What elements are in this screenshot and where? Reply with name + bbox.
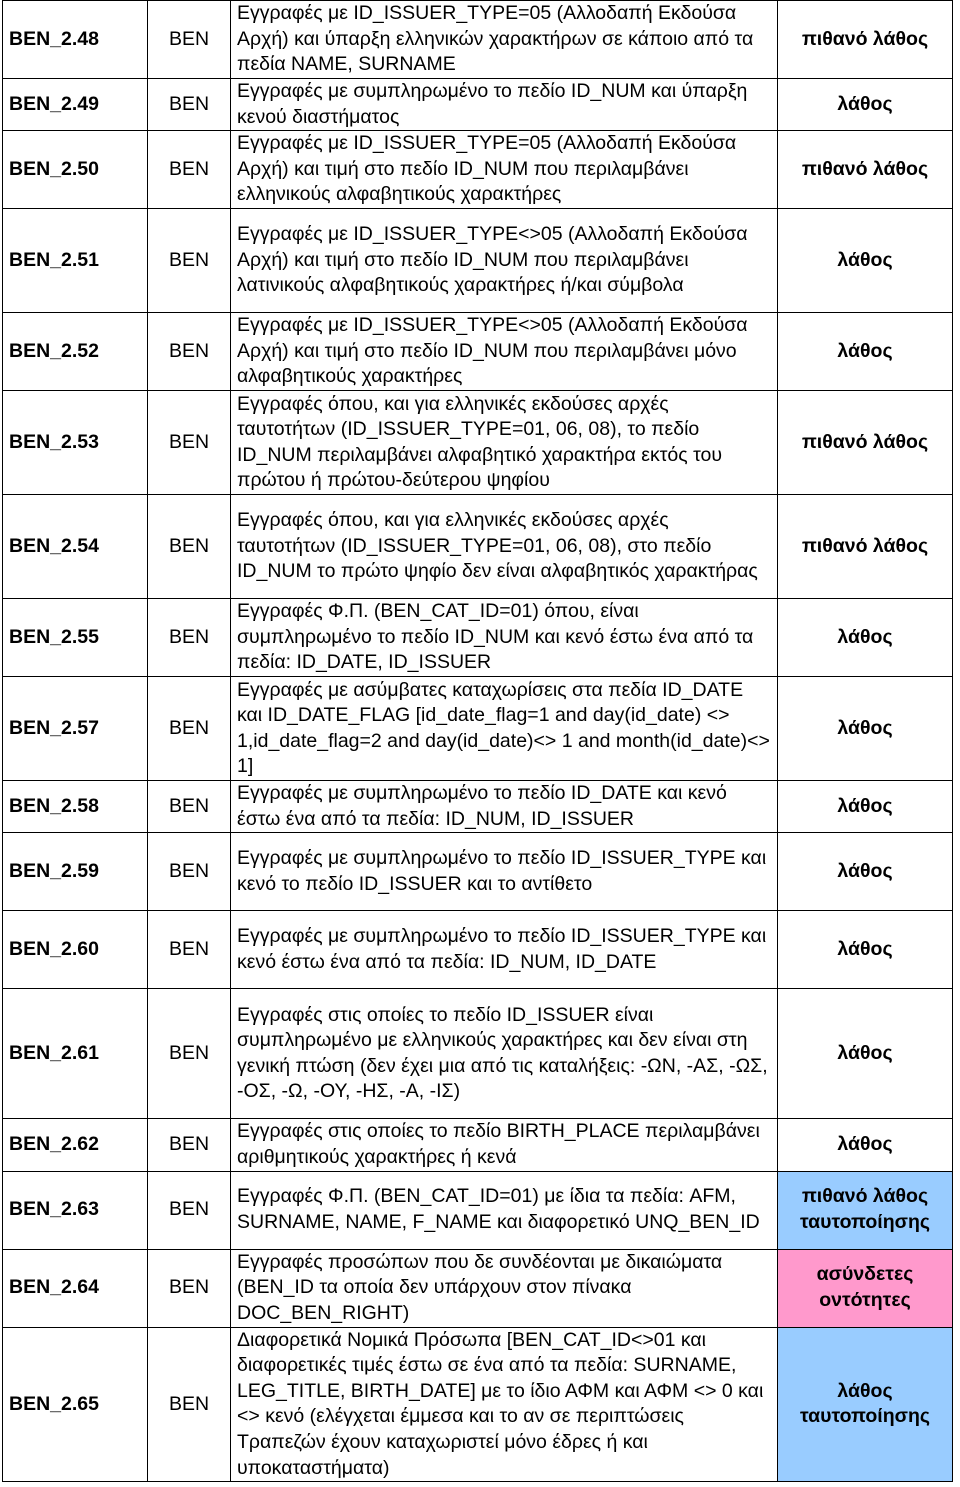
rule-code-cell: BEN_2.61 bbox=[3, 989, 148, 1119]
rule-description-cell: Εγγραφές με ID_ISSUER_TYPE=05 (Αλλοδαπή Εκδούσα Αρχή) και ύπαρξη ελληνικών χαρακτήρων σε κάποιο από τα πεδία NAME, SURNAME bbox=[231, 1, 778, 79]
rule-category-cell: BEN bbox=[148, 1, 231, 79]
rule-severity-cell: πιθανό λάθος bbox=[778, 495, 953, 599]
table-row bbox=[3, 599, 953, 677]
rule-description-cell: Εγγραφές Φ.Π. (BEN_CAT_ID=01) όπου, είναι συμπληρωμένο το πεδίο ID_NUM και κενό έστω ένα από τα πεδία: ID_DATE, ID_ISSUER bbox=[231, 599, 778, 677]
rule-category-cell: BEN bbox=[148, 391, 231, 495]
rule-description-cell: Εγγραφές στις οποίες το πεδίο ID_ISSUER είναι συμπληρωμένο με ελληνικούς χαρακτήρες και δεν είναι στη γενική πτώση (δεν έχει μια από τις καταλήξεις: -ΩΝ, -ΑΣ, -ΩΣ, -ΟΣ, -Ω, -ΟΥ, -ΗΣ, -Α, -ΙΣ) bbox=[231, 989, 778, 1119]
rule-code-cell: BEN_2.48 bbox=[3, 1, 148, 79]
rule-code-cell: BEN_2.52 bbox=[3, 313, 148, 391]
rule-category-cell: BEN bbox=[148, 209, 231, 313]
rule-category-cell: BEN bbox=[148, 1249, 231, 1327]
table-row bbox=[3, 677, 953, 781]
rule-severity-cell: πιθανό λάθος ταυτοποίησης bbox=[778, 1171, 953, 1249]
rule-severity-cell: λάθος bbox=[778, 313, 953, 391]
rule-code-cell: BEN_2.50 bbox=[3, 131, 148, 209]
table-row bbox=[3, 209, 953, 313]
rule-description-cell: Εγγραφές με συμπληρωμένο το πεδίο ID_NUM και ύπαρξη κενού διαστήματος bbox=[231, 79, 778, 131]
rule-severity-cell: λάθος bbox=[778, 1119, 953, 1171]
rule-code-cell: BEN_2.60 bbox=[3, 911, 148, 989]
table-row bbox=[3, 131, 953, 209]
rule-severity-cell: λάθος bbox=[778, 79, 953, 131]
rule-severity-cell: λάθος bbox=[778, 911, 953, 989]
rule-severity-cell: πιθανό λάθος bbox=[778, 131, 953, 209]
rule-description-cell: Εγγραφές στις οποίες το πεδίο BIRTH_PLACE περιλαμβάνει αριθμητικούς χαρακτήρες ή κενά bbox=[231, 1119, 778, 1171]
rule-description-cell: Εγγραφές προσώπων που δε συνδέονται με δικαιώματα (BEN_ID τα οποία δεν υπάρχουν στον πίνακα DOC_BEN_RIGHT) bbox=[231, 1249, 778, 1327]
rule-description-cell: Εγγραφές με συμπληρωμένο το πεδίο ID_ISSUER_TYPE και κενό το πεδίο ID_ISSUER και το αντίθετο bbox=[231, 833, 778, 911]
table-row bbox=[3, 1, 953, 79]
rule-severity-cell: λάθος bbox=[778, 833, 953, 911]
rule-severity-cell: πιθανό λάθος bbox=[778, 1, 953, 79]
table-row bbox=[3, 833, 953, 911]
rule-description-cell: Εγγραφές όπου, και για ελληνικές εκδούσες αρχές ταυτοτήτων (ID_ISSUER_TYPE=01, 06, 08), στο πεδίο ID_NUM το πρώτο ψηφίο δεν είναι αλφαβητικός χαρακτήρας bbox=[231, 495, 778, 599]
rule-category-cell: BEN bbox=[148, 599, 231, 677]
table-row bbox=[3, 1249, 953, 1327]
rule-description-cell: Εγγραφές με ID_ISSUER_TYPE=05 (Αλλοδαπή Εκδούσα Αρχή) και τιμή στο πεδίο ID_NUM που περιλαμβάνει ελληνικούς αλφαβητικούς χαρακτήρες bbox=[231, 131, 778, 209]
rule-code-cell: BEN_2.51 bbox=[3, 209, 148, 313]
table-row bbox=[3, 1171, 953, 1249]
rule-severity-cell: λάθος bbox=[778, 677, 953, 781]
table-row bbox=[3, 313, 953, 391]
rule-category-cell: BEN bbox=[148, 781, 231, 833]
rule-code-cell: BEN_2.58 bbox=[3, 781, 148, 833]
table-row bbox=[3, 911, 953, 989]
rule-code-cell: BEN_2.57 bbox=[3, 677, 148, 781]
rule-description-cell: Εγγραφές Φ.Π. (BEN_CAT_ID=01) με ίδια τα πεδία: AFM, SURNAME, NAME, F_NAME και διαφορετικό UNQ_BEN_ID bbox=[231, 1171, 778, 1249]
rule-severity-cell: λάθος bbox=[778, 989, 953, 1119]
rule-category-cell: BEN bbox=[148, 911, 231, 989]
rule-code-cell: BEN_2.64 bbox=[3, 1249, 148, 1327]
rule-category-cell: BEN bbox=[148, 833, 231, 911]
rule-code-cell: BEN_2.62 bbox=[3, 1119, 148, 1171]
rule-category-cell: BEN bbox=[148, 1171, 231, 1249]
rule-category-cell: BEN bbox=[148, 677, 231, 781]
rule-description-cell: Εγγραφές με ID_ISSUER_TYPE<>05 (Αλλοδαπή Εκδούσα Αρχή) και τιμή στο πεδίο ID_NUM που περιλαμβάνει μόνο αλφαβητικούς χαρακτήρες bbox=[231, 313, 778, 391]
rule-description-cell: Εγγραφές με ασύμβατες καταχωρίσεις στα πεδία ID_DATE και ID_DATE_FLAG [id_date_flag=1 and day(id_date) <> 1,id_date_flag=2 and day(id_date)<> 1 and month(id_date)<> 1] bbox=[231, 677, 778, 781]
rule-description-cell: Εγγραφές με ID_ISSUER_TYPE<>05 (Αλλοδαπή Εκδούσα Αρχή) και τιμή στο πεδίο ID_NUM που περιλαμβάνει λατινικούς αλφαβητικούς χαρακτήρες ή/και σύμβολα bbox=[231, 209, 778, 313]
rule-category-cell: BEN bbox=[148, 313, 231, 391]
table-row bbox=[3, 1119, 953, 1171]
rule-severity-cell: ασύνδετες οντότητες bbox=[778, 1249, 953, 1327]
rules-table-body bbox=[3, 1, 953, 1482]
rule-code-cell: BEN_2.55 bbox=[3, 599, 148, 677]
rule-category-cell: BEN bbox=[148, 495, 231, 599]
rule-category-cell: BEN bbox=[148, 79, 231, 131]
rule-severity-cell: πιθανό λάθος bbox=[778, 391, 953, 495]
rule-description-cell: Εγγραφές με συμπληρωμένο το πεδίο ID_ISSUER_TYPE και κενό έστω ένα από τα πεδία: ID_NUM, ID_DATE bbox=[231, 911, 778, 989]
rule-severity-cell: λάθος bbox=[778, 599, 953, 677]
rule-category-cell: BEN bbox=[148, 131, 231, 209]
rule-category-cell: BEN bbox=[148, 1327, 231, 1482]
table-row bbox=[3, 391, 953, 495]
table-row bbox=[3, 495, 953, 599]
rule-code-cell: BEN_2.49 bbox=[3, 79, 148, 131]
rule-severity-cell: λάθος bbox=[778, 781, 953, 833]
table-row bbox=[3, 781, 953, 833]
rule-code-cell: BEN_2.54 bbox=[3, 495, 148, 599]
rule-code-cell: BEN_2.53 bbox=[3, 391, 148, 495]
rule-code-cell: BEN_2.65 bbox=[3, 1327, 148, 1482]
rule-description-cell: Εγγραφές με συμπληρωμένο το πεδίο ID_DATE και κενό έστω ένα από τα πεδία: ID_NUM, ID_ISSUER bbox=[231, 781, 778, 833]
table-row bbox=[3, 989, 953, 1119]
rules-table bbox=[2, 0, 953, 1482]
rule-category-cell: BEN bbox=[148, 1119, 231, 1171]
rule-severity-cell: λάθος ταυτοποίησης bbox=[778, 1327, 953, 1482]
table-row bbox=[3, 79, 953, 131]
rule-description-cell: Διαφορετικά Νομικά Πρόσωπα [BEN_CAT_ID<>01 και διαφορετικές τιμές έστω σε ένα από τα πεδία: SURNAME, LEG_TITLE, BIRTH_DATE] με το ίδιο ΑΦΜ και ΑΦΜ <> 0 και <> κενό (ελέγχεται έμμεσα και το αν σε περιπτώσεις Τραπεζών έχουν καταχωριστεί μόνο έδρες ή και υποκαταστήματα) bbox=[231, 1327, 778, 1482]
rule-code-cell: BEN_2.59 bbox=[3, 833, 148, 911]
rule-category-cell: BEN bbox=[148, 989, 231, 1119]
rule-description-cell: Εγγραφές όπου, και για ελληνικές εκδούσες αρχές ταυτοτήτων (ID_ISSUER_TYPE=01, 06, 08), το πεδίο ID_NUM περιλαμβάνει αλφαβητικό χαρακτήρα εκτός του πρώτου ή πρώτου-δεύτερου ψηφίου bbox=[231, 391, 778, 495]
table-row bbox=[3, 1327, 953, 1482]
rule-severity-cell: λάθος bbox=[778, 209, 953, 313]
rule-code-cell: BEN_2.63 bbox=[3, 1171, 148, 1249]
